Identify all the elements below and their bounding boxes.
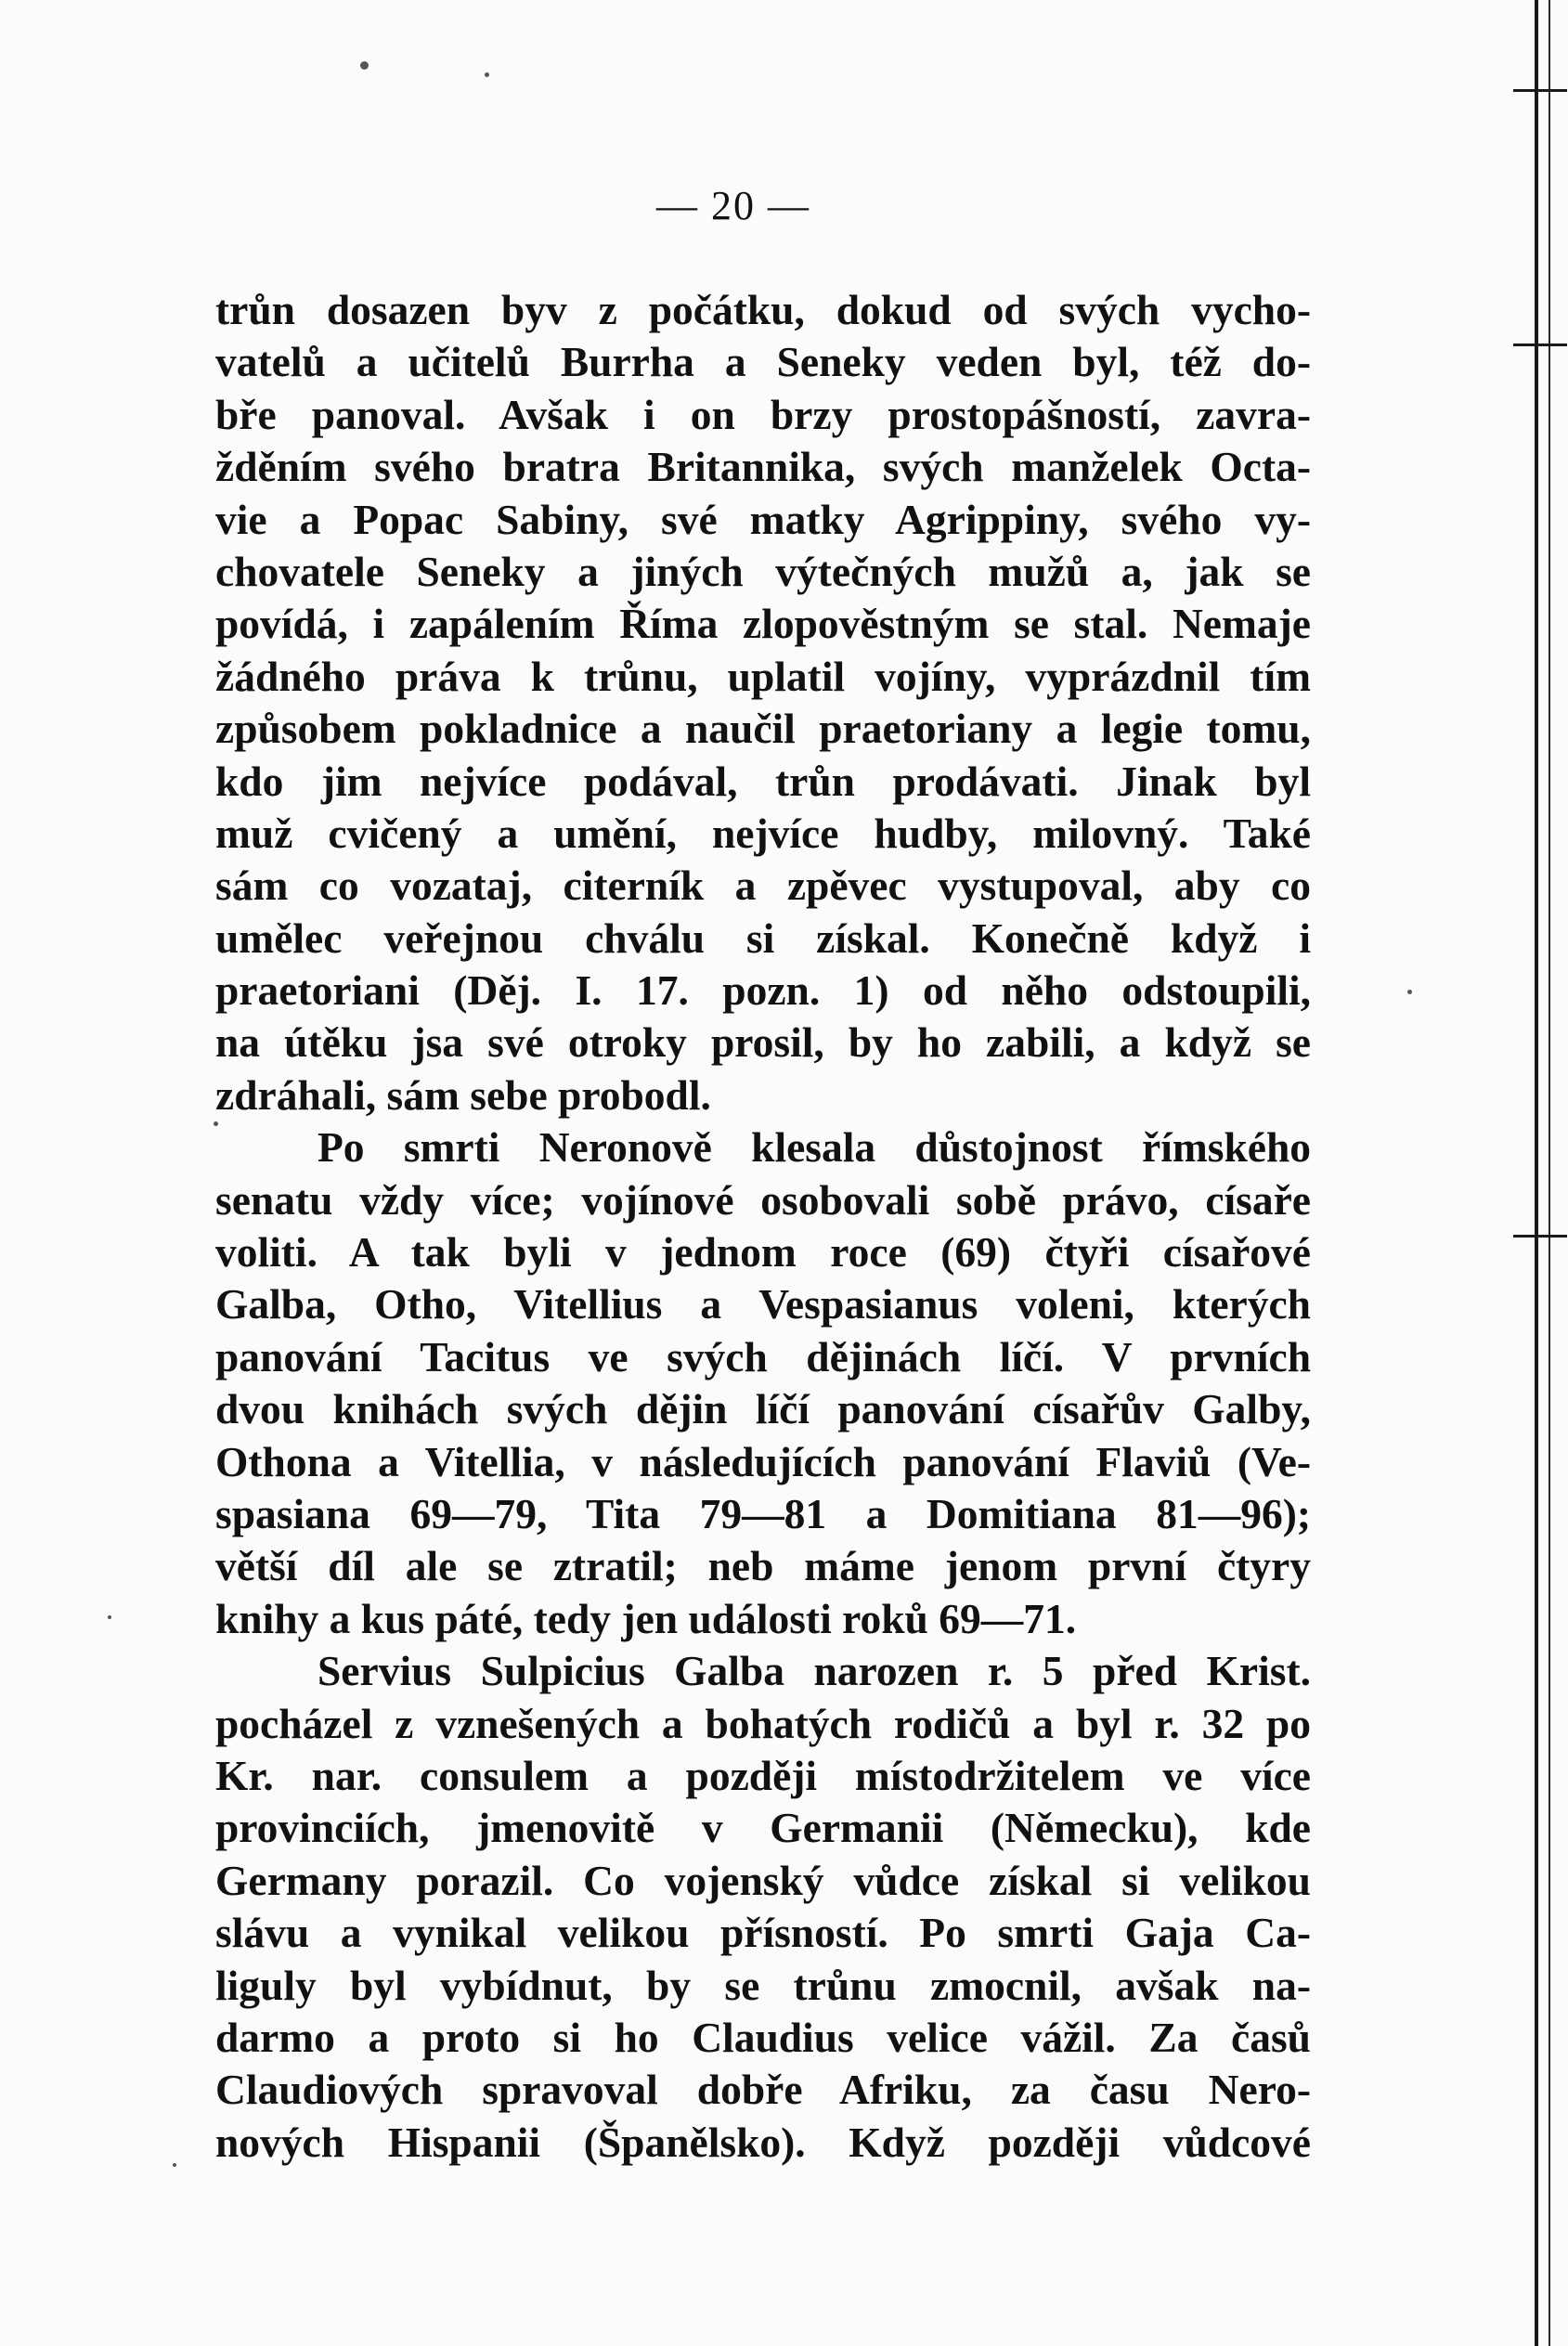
- text-line: vie a Popac Sabiny, své matky Agrippiny, svého vy-: [215, 495, 1311, 543]
- paper-speck: [108, 1615, 111, 1619]
- text-line: na útěku jsa své otroky prosil, by ho zabili, a když se: [215, 1018, 1311, 1067]
- text-line: žádného práva k trůnu, uplatil vojíny, vyprázdnil tím: [215, 652, 1311, 700]
- text-line: Kr. nar. consulem a později místodržitelem ve více: [215, 1751, 1311, 1799]
- text-line: pocházel z vznešených a bohatých rodičů a byl r. 32 po: [215, 1699, 1311, 1747]
- text-line: muž cvičený a umění, nejvíce hudby, milovný. Také: [215, 809, 1311, 857]
- text-line: sám co vozataj, citerník a zpěvec vystupoval, aby co: [215, 862, 1311, 910]
- text-line: větší díl ale se ztratil; neb máme jenom první čtyry: [215, 1542, 1311, 1590]
- binding-mark: [1513, 343, 1567, 346]
- text-line: Po smrti Neronově klesala důstojnost římského: [317, 1123, 1311, 1172]
- page-number: — 20 —: [656, 183, 810, 228]
- text-line: Servius Sulpicius Galba narozen r. 5 před Krist.: [317, 1647, 1311, 1695]
- binding-mark: [1513, 1235, 1567, 1238]
- text-line: žděním svého bratra Britannika, svých manželek Octa-: [215, 443, 1311, 491]
- text-line: darmo a proto si ho Claudius velice vážil. Za časů: [215, 2013, 1311, 2061]
- text-line: bře panoval. Avšak i on brzy prostopášností, zavra-: [215, 390, 1311, 438]
- paper-speck: [485, 72, 489, 77]
- text-line: zdráhali, sám sebe probodl.: [215, 1070, 711, 1119]
- text-line: liguly byl vybídnut, by se trůnu zmocnil, avšak na-: [215, 1961, 1311, 2009]
- paper-speck: [1407, 990, 1412, 994]
- text-line: dvou knihách svých dějin líčí panování císařův Galby,: [215, 1385, 1311, 1433]
- text-line: nových Hispanii (Španělsko). Když později vůdcové: [215, 2118, 1311, 2166]
- text-line: praetoriani (Děj. I. 17. pozn. 1) od něho odstoupili,: [215, 966, 1311, 1015]
- text-line: kdo jim nejvíce podával, trůn prodávati. Jinak byl: [215, 757, 1311, 805]
- text-line: povídá, i zapálením Říma zlopověstným se stal. Nemaje: [215, 600, 1311, 648]
- text-line: spasiana 69—79, Tita 79—81 a Domitiana 81—96);: [215, 1489, 1311, 1537]
- text-line: Othona a Vitellia, v následujících panování Flaviů (Ve-: [215, 1437, 1311, 1485]
- paper-speck: [360, 61, 369, 70]
- text-line: chovatele Seneky a jiných výtečných mužů a, jak se: [215, 547, 1311, 595]
- text-line: umělec veřejnou chválu si získal. Konečně když i: [215, 914, 1311, 962]
- body-text: [215, 284, 1311, 2169]
- text-line: provinciích, jmenovitě v Germanii (Německu), kde: [215, 1804, 1311, 1852]
- binding-edge-line: [1535, 0, 1538, 2346]
- text-line: Galba, Otho, Vitellius a Vespasianus voleni, kterých: [215, 1280, 1311, 1329]
- text-line: voliti. A tak byli v jednom roce (69) čtyři císařové: [215, 1228, 1311, 1277]
- text-line: slávu a vynikal velikou přísností. Po smrti Gaja Ca-: [215, 1909, 1311, 1957]
- paper-speck: [173, 2163, 176, 2167]
- binding-mark: [1513, 89, 1567, 92]
- text-line: způsobem pokladnice a naučil praetoriany a legie tomu,: [215, 705, 1311, 753]
- text-line: panování Tacitus ve svých dějinách líčí. V prvních: [215, 1332, 1311, 1380]
- text-line: vatelů a učitelů Burrha a Seneky veden byl, též do-: [215, 338, 1311, 386]
- text-line: Claudiových spravoval dobře Afriku, za času Nero-: [215, 2066, 1311, 2114]
- binding-edge-line-inner: [1549, 0, 1550, 2346]
- text-line: trůn dosazen byv z počátku, dokud od svých vycho-: [215, 286, 1311, 333]
- text-line: senatu vždy více; vojínové osobovali sobě právo, císaře: [215, 1175, 1311, 1224]
- text-line: knihy a kus páté, tedy jen události roků 69—71.: [215, 1594, 1077, 1642]
- text-line: Germany porazil. Co vojenský vůdce získal si velikou: [215, 1856, 1311, 1904]
